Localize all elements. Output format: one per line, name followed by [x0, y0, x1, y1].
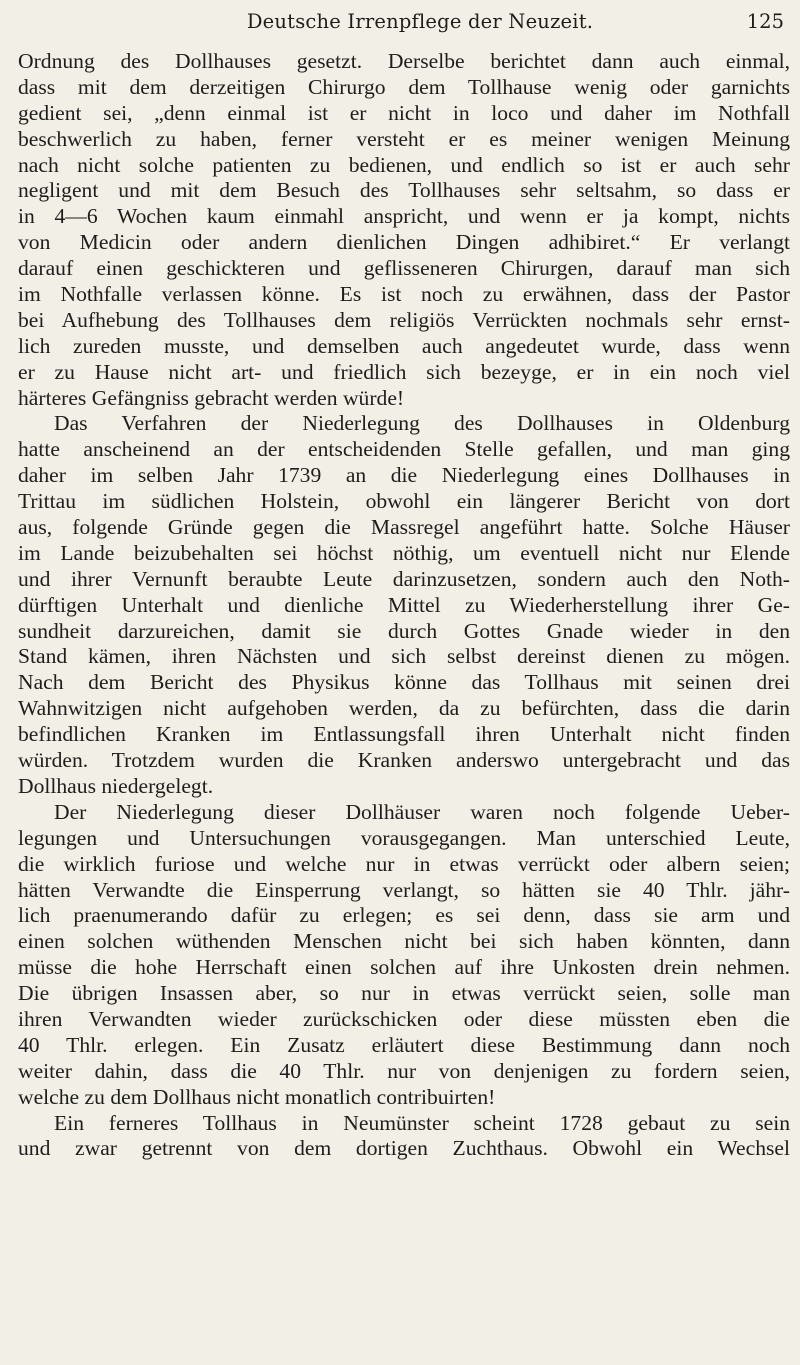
text-line: Stand kämen, ihren Nächsten und sich selbst dereinst dienen zu mögen.	[18, 644, 790, 669]
text-line: härteres Gefängniss gebracht werden würde!	[18, 385, 405, 410]
text-line: und zwar getrennt von dem dortigen Zuchthaus. Obwohl ein Wechsel	[18, 1136, 790, 1161]
running-head-title: Deutsche Irrenpflege der Neuzeit.	[246, 10, 594, 33]
text-line: im Nothfalle verlassen könne. Es ist noch zu erwähnen, dass der Pastor	[18, 282, 790, 307]
text-line: von Medicin oder andern dienlichen Dingen adhibiret.“ Er verlangt	[18, 230, 790, 255]
page-number: 125	[746, 10, 784, 33]
text-line: dürftigen Unterhalt und dienliche Mittel zu Wiederherstellung ihrer Ge-	[18, 592, 790, 617]
text-line: Wahnwitzigen nicht aufgehoben werden, da zu befürchten, dass die darin	[18, 696, 790, 721]
text-line: weiter dahin, dass die 40 Thlr. nur von denjenigen zu fordern seien,	[18, 1058, 790, 1083]
text-line: daher im selben Jahr 1739 an die Niederlegung eines Dollhauses in	[18, 463, 790, 488]
text-line: dass mit dem derzeitigen Chirurgo dem Tollhause wenig oder garnichts	[18, 74, 790, 99]
text-line: bei Aufhebung des Tollhauses dem religiös Verrückten nochmals sehr ernst-	[18, 307, 790, 332]
text-line: hätten Verwandte die Einsperrung verlangt, so hätten sie 40 Thlr. jähr-	[18, 877, 790, 902]
text-line: Dollhaus niedergelegt.	[18, 773, 214, 798]
text-line: welche zu dem Dollhaus nicht monatlich contribuirten!	[18, 1084, 496, 1109]
text-line: im Lande beizubehalten sei höchst nöthig, um eventuell nicht nur Elende	[18, 540, 790, 565]
text-line: nach nicht solche patienten zu bedienen, und endlich so ist er auch sehr	[18, 152, 790, 177]
running-head	[0, 10, 800, 38]
text-line: befindlichen Kranken im Entlassungsfall ihren Unterhalt nicht finden	[18, 722, 790, 747]
text-line: hatte anscheinend an der entscheidenden Stelle gefallen, und man ging	[18, 437, 790, 462]
text-line: Das Verfahren der Niederlegung des Dollhauses in Oldenburg	[54, 411, 790, 436]
text-line: darauf einen geschickteren und geflisseneren Chirurgen, darauf man sich	[18, 256, 790, 281]
text-line: ihren Verwandten wieder zurückschicken oder diese müssten eben die	[18, 1006, 790, 1031]
text-line: einen solchen wüthenden Menschen nicht bei sich haben könnten, dann	[18, 929, 790, 954]
text-line: in 4—6 Wochen kaum einmahl anspricht, und wenn er ja kompt, nichts	[18, 204, 790, 229]
text-line: Der Niederlegung dieser Dollhäuser waren noch folgende Ueber-	[54, 799, 790, 824]
text-line: 40 Thlr. erlegen. Ein Zusatz erläutert diese Bestimmung dann noch	[18, 1032, 790, 1057]
text-line: Nach dem Bericht des Physikus könne das Tollhaus mit seinen drei	[18, 670, 790, 695]
text-line: und ihrer Vernunft beraubte Leute darinzusetzen, sondern auch den Noth-	[18, 566, 790, 591]
text-line: legungen und Untersuchungen vorausgegangen. Man unterschied Leute,	[18, 825, 790, 850]
text-line: sundheit darzureichen, damit sie durch Gottes Gnade wieder in den	[18, 618, 790, 643]
text-line: aus, folgende Gründe gegen die Massregel angeführt hatte. Solche Häuser	[18, 515, 790, 540]
text-line: gedient sei, „denn einmal ist er nicht in loco und daher im Nothfall	[18, 100, 790, 125]
text-line: müsse die hohe Herrschaft einen solchen auf ihre Unkosten drein nehmen.	[18, 955, 790, 980]
text-line: beschwerlich zu haben, ferner versteht er es meiner wenigen Meinung	[18, 126, 790, 151]
text-line: Die übrigen Insassen aber, so nur in etwas verrückt seien, solle man	[18, 981, 790, 1006]
text-line: er zu Hause nicht art- und friedlich sich bezeyge, er in ein noch viel	[18, 359, 790, 384]
text-line: Ordnung des Dollhauses gesetzt. Derselbe berichtet dann auch einmal,	[18, 49, 790, 73]
text-line: negligent und mit dem Besuch des Tollhauses sehr seltsahm, so dass er	[18, 178, 790, 203]
text-line: lich praenumerando dafür zu erlegen; es sei denn, dass sie arm und	[18, 903, 790, 928]
text-line: lich zureden musste, und demselben auch angedeutet wurde, dass wenn	[18, 333, 790, 358]
text-line: die wirklich furiose und welche nur in etwas verrückt oder albern seien;	[18, 851, 790, 876]
text-line: Trittau im südlichen Holstein, obwohl ein längerer Bericht von dort	[18, 489, 790, 514]
text-line: Ein ferneres Tollhaus in Neumünster scheint 1728 gebaut zu sein	[54, 1110, 790, 1135]
text-line: würden. Trotzdem wurden die Kranken anderswo untergebracht und das	[18, 748, 790, 773]
body-text	[18, 49, 790, 1162]
